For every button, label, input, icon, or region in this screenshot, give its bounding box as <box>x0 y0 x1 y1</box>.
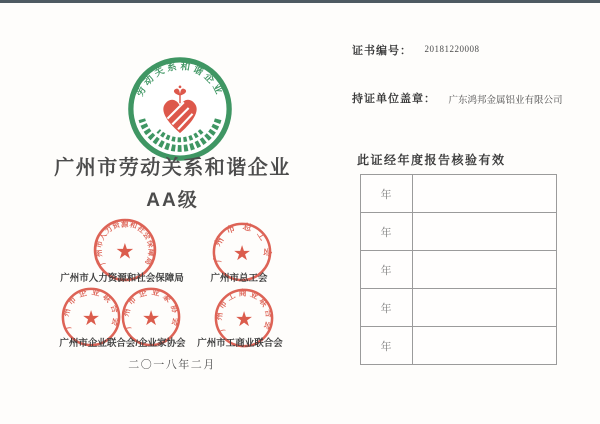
holder-label: 持证单位盖章： <box>352 93 436 105</box>
verification-cell <box>413 213 556 250</box>
svg-text:广州市企业联合会: 广州市企业联合会 <box>61 287 121 331</box>
logo-arc-text: 劳动关系和谐企业 <box>134 61 226 99</box>
star-icon: ★ <box>115 238 135 264</box>
verification-cell <box>413 251 556 288</box>
seal-label-hr-bureau: 广州市人力资源和社会保障局 <box>60 273 184 284</box>
svg-text:广州市工商业联合会: 广州市工商业联合会 <box>214 288 274 334</box>
year-cell: 年 <box>361 175 413 212</box>
year-cell: 年 <box>361 327 413 364</box>
svg-text:广州市总工会: 广州市总工会 <box>211 221 273 264</box>
verification-cell <box>413 327 556 364</box>
holder-row <box>352 90 562 108</box>
table-row <box>361 175 556 212</box>
svg-text:广州市人力资源和社会保障局: 广州市人力资源和社会保障局 <box>94 219 156 267</box>
star-icon: ★ <box>141 307 161 330</box>
certificate-number-value: 20181220008 <box>424 44 480 54</box>
year-cell: 年 <box>361 251 413 288</box>
certificate-number-label: 证书编号： <box>352 45 412 57</box>
table-row <box>361 288 556 326</box>
scan-edge <box>0 0 600 3</box>
certificate-number-row <box>352 42 479 60</box>
seal-label-enterprise-federation: 广州市企业联合会/企业家协会 <box>59 338 186 349</box>
table-row <box>361 326 556 364</box>
star-icon: ★ <box>81 307 101 330</box>
year-cell: 年 <box>361 213 413 250</box>
annual-verification-heading: 此证经年度报告核验有效 <box>357 153 506 167</box>
harmony-enterprise-logo-icon <box>127 56 233 162</box>
certificate-title: 广州市劳动关系和谐企业 <box>54 157 291 179</box>
certificate-grade: AA级 <box>146 190 199 211</box>
issue-date: 二〇一八年二月 <box>128 359 216 371</box>
seal-label-trade-union: 广州市总工会 <box>210 273 268 284</box>
svg-text:广州市企业家协会: 广州市企业家协会 <box>121 287 181 331</box>
star-icon: ★ <box>234 308 254 331</box>
year-cell: 年 <box>361 289 413 326</box>
holder-company-name: 广东鸿邦金属铝业有限公司 <box>448 96 563 106</box>
annual-verification-table <box>360 174 557 365</box>
seal-label-industry-commerce: 广州市工商业联合会 <box>197 338 283 349</box>
table-row <box>361 250 556 288</box>
star-icon: ★ <box>232 242 252 265</box>
verification-cell <box>413 289 556 326</box>
table-row <box>361 212 556 250</box>
verification-cell <box>413 175 556 212</box>
